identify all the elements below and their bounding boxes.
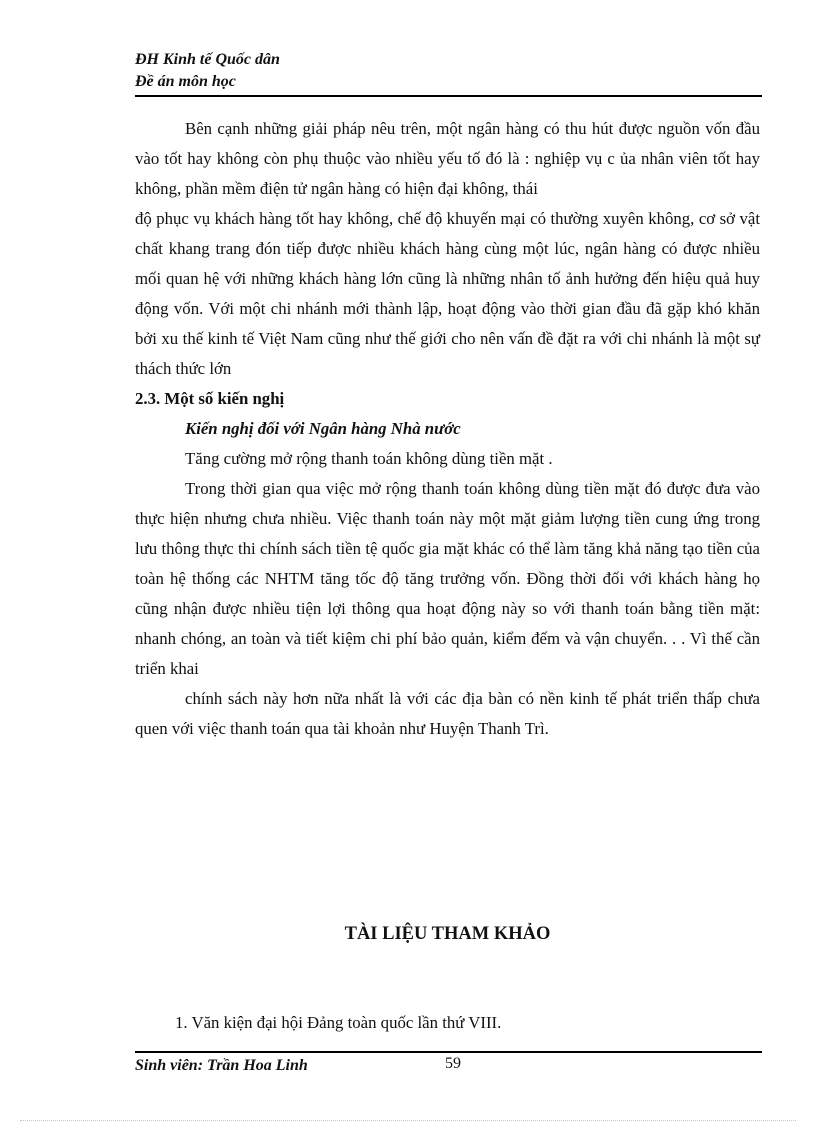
paragraph-4: Trong thời gian qua việc mở rộng thanh toán không dùng tiền mặt đó được đưa vào thực hiện nhưng chưa nhiều. Việc thanh toán này một mặt giảm lượng tiền cung ứng trong lưu thông thực thi chính sách tiền tệ quốc gia mặt khác có thể làm tăng khả năng tạo tiền của toàn hệ thống các NHTM tăng tốc độ tăng trưởng vốn. Đồng thời đối với khách hàng họ cũng nhận được nhiều tiện lợi thông qua hoạt động này so với thanh toán bằng tiền mặt: nhanh chóng, an toàn và tiết kiệm chi phí bảo quản, kiểm đếm và vận chuyển. . . Vì thế cần triển khai <box>135 479 760 678</box>
header-divider <box>135 95 762 97</box>
page-bottom-dotted-line <box>20 1120 796 1121</box>
reference-item: 1. Văn kiện đại hội Đảng toàn quốc lần thứ VIII. <box>175 1013 502 1032</box>
paragraph-2: độ phục vụ khách hàng tốt hay không, chế độ khuyến mại có thường xuyên không, cơ sở vật chất khang trang đón tiếp được nhiều khách hàng cùng một lúc, ngân hàng có được nhiều mối quan hệ với những khách hàng lớn cũng là những nhân tố ảnh hưởng đến hiệu quả huy động vốn. Với một chi nhánh mới thành lập, hoạt động vào thời gian đầu đã gặp khó khăn bởi xu thế kinh tế Việt Nam cũng như thế giới cho nên vấn đề đặt ra với chi nhánh là một sự thách thức lớn <box>135 209 760 378</box>
body-text <box>135 114 760 744</box>
references-title: TÀI LIỆU THAM KHẢO <box>344 924 551 944</box>
page-number: 59 <box>445 1055 461 1072</box>
footer-student-name: Sinh viên: Trần Hoa Linh <box>135 1057 308 1074</box>
section-heading: 2.3. Một số kiến nghị <box>135 389 285 408</box>
paragraph-5: chính sách này hơn nữa nhất là với các địa bàn có nền kinh tế phát triển thấp chưa quen với việc thanh toán qua tài khoản như Huyện Thanh Trì. <box>135 689 760 738</box>
paragraph-3: Tăng cường mở rộng thanh toán không dùng tiền mặt . <box>185 449 553 468</box>
header-doc-type: Đề án môn học <box>135 73 236 90</box>
header-university: ĐH Kinh tế Quốc dân <box>135 51 280 68</box>
paragraph-1: Bên cạnh những giải pháp nêu trên, một ngân hàng có thu hút được nguồn vốn đầu vào tốt hay không còn phụ thuộc vào nhiều yếu tố đó là : nghiệp vụ c ủa nhân viên tốt hay không, phần mềm điện tử ngân hàng có hiện đại không, thái <box>135 119 760 198</box>
section-subheading: Kiến nghị đối với Ngân hàng Nhà nước <box>185 419 461 438</box>
